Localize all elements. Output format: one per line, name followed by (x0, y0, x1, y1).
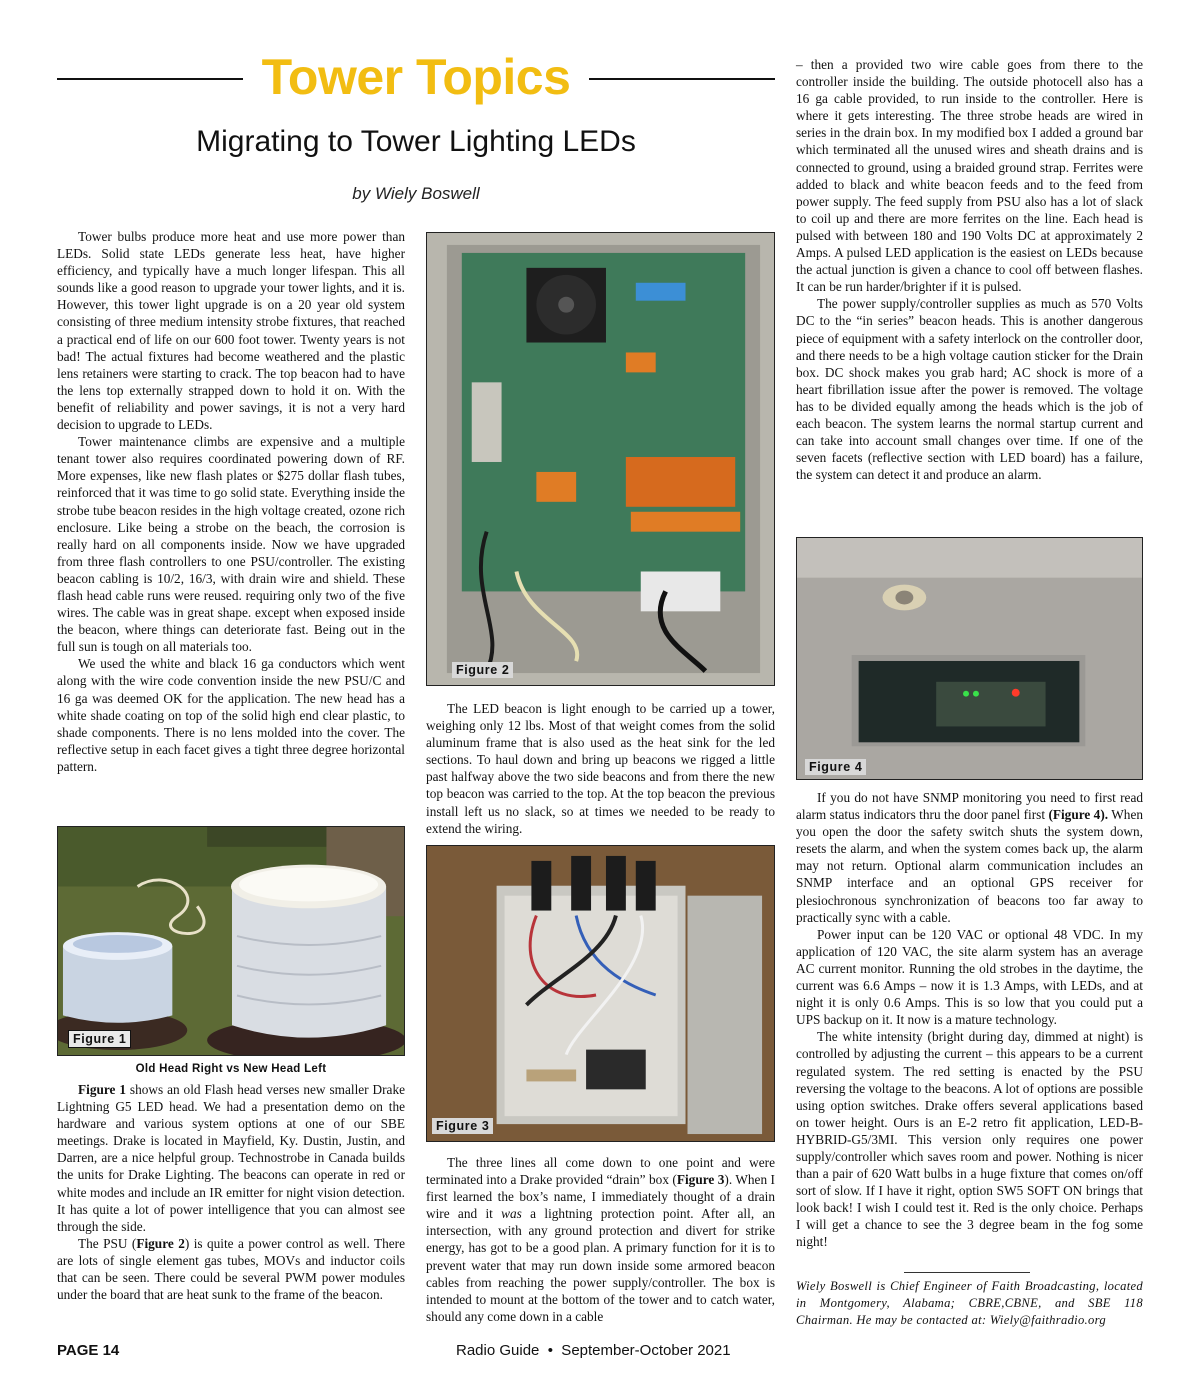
column-1-lower (57, 1081, 405, 1303)
paragraph: The LED beacon is light enough to be carried up a tower, weighing only 12 lbs. Most of that weight comes from the solid aluminum frame that is also used as the heat sink for the led sections. To haul down and bring up beacons we rigged a little past halfway above the two side beacons and from there the new top beacon was carried to the top. At the top beacon the previous install left us no slack, so at times we needed to be ready to extend the wiring. (426, 701, 775, 836)
section-title: Tower Topics (261, 49, 571, 105)
paragraph-text: The three lines all come down to one point and were terminated into a Drake provided “drain” box ( (426, 1155, 775, 1188)
figure-ref: (Figure 4). (1048, 807, 1109, 823)
paragraph (57, 1235, 405, 1303)
figure-3-label: Figure 3 (432, 1118, 493, 1134)
figure-2-photo (426, 232, 775, 686)
figure-ref: Figure 3 (676, 1172, 725, 1188)
paragraph-text: ) is quite a power control as well. There are lots of single element gas tubes, MOVs and inductor coils that can be seen. There could be several PWM power modules under the board that are heat sunk to the frame of the beacon. (57, 1235, 405, 1303)
paragraph (796, 789, 1143, 926)
paragraph (426, 1154, 775, 1325)
page-number: PAGE 14 (57, 1342, 120, 1359)
emphasis: was (501, 1206, 522, 1222)
paragraph-text: ). When I first learned the box’s name, I immediately thought of a drain wire and it (426, 1172, 775, 1222)
masthead-rule-right (589, 78, 775, 80)
paragraph: Power input can be 120 VAC or optional 48 VDC. In my application of 120 VAC, the site alarm system has an average AC current monitor. Running the old strobes in the daytime, the current was 6.6 Amps – now it is 1.3 Amps, with LEDs, and at night it is only 0.6 Amps. This is so low that you could put a UPS backup on it. It now is a mature technology. (796, 926, 1143, 1028)
figure-2-label: Figure 2 (452, 662, 513, 678)
column-2-lower (426, 1154, 775, 1325)
paragraph: Tower bulbs produce more heat and use more power than LEDs. Solid state LEDs generate less heat, have higher efficiency, and typically have a much longer lifespan. This all sounds like a good reason to upgrade your tower lights, and it is. However, this tower light upgrade is on a 20 year old system consisting of three medium intensity strobe fixtures, that reached a practical end of life on our 600 foot tower. Twenty years is not bad! The actual fixtures had become weathered and the plastic lens retainers were starting to crack. The top beacon had to have the lens top externally strapped down to hold it on. With the benefit of reliability and power savings, it is not a very hard decision to upgrade to LEDs. (57, 229, 405, 433)
paragraph: – then a provided two wire cable goes from there to the controller inside the building. The outside photocell also has a 16 ga cable provided, to run inside to the controller. Here is where it gets interesting. The three strobe heads are wired in series in the drain box. In my modified box I added a ground bar which terminated all the unused wires and sheath drains and is connected to ground, using a braided ground strap. Ferrites were added to black and white beacon feeds and to the feed from power supply. The feed supply from PSU also has a lot of slack to coil up and there are more ferrites on the line. Each head is pulsed with between 180 and 190 Volts DC at approximately 2 Amps. A pulsed LED application is the easiest on LEDs because the actual junction is given a chance to cool off between flashes. It can be run harder/brighter if it is pulsed. (796, 57, 1143, 295)
column-3-upper (796, 56, 1143, 483)
article-title: Migrating to Tower Lighting LEDs (196, 125, 636, 158)
publication-info: Radio Guide • September-October 2021 (456, 1342, 731, 1359)
paragraph: The white intensity (bright during day, dimmed at night) is controlled by adjusting the current – this appears to be a current regulated system. The red setting is enacted by the PSU reversing the voltage to the beacons. A lot of options are possible using option switches. Drake offers several applications based on tower height. Ours is an E-2 retro fit application, LED-B-HYBRID-G5/3MI. This version only requires one power supply/controller which saves room and power. Nothing is nicer than a pair of 620 Watt bulbs in a huge fixture that comes on/off sort of slow. If I have it right, option SW5 SOFT ON brings that look back! I wish I could test it. Red is the only choice. Perhaps I will get a chance to see the 3 degree beam in the fog some night! (796, 1029, 1143, 1250)
paragraph-text: If you do not have SNMP monitoring you need to first read alarm status indicators thru the door panel first (796, 790, 1143, 823)
figure-4-label: Figure 4 (805, 759, 866, 775)
column-1-upper (57, 228, 405, 775)
byline: by Wiely Boswell (352, 184, 480, 203)
figure-4-photo (796, 537, 1143, 780)
section-masthead (57, 48, 775, 108)
paragraph-text: a lightning protection point. After all, an intersection, with any ground protection and divert for strike energy, has got to be a good plan. A primary function for it is to prevent water that may run down inside some armored beacon cables from reaching the power supply/controller. The box is intended to mount at the bottom of the tower and to catch water, should any come down in a cable (426, 1206, 776, 1324)
figure-1-caption: Old Head Right vs New Head Left (135, 1063, 327, 1075)
figure-1-photo (57, 826, 405, 1056)
paragraph-text: When you open the door the safety switch shuts the system down, resets the alarm, and when the system comes back up, the alarm may not return. Optional alarm communication includes an SNMP interface and an optional GPS receiver for plesiochronous synchronization of beacons too far away to practically sync with a cable. (796, 807, 1144, 925)
column-2-middle (426, 700, 775, 837)
author-bio: Wiely Boswell is Chief Engineer of Faith Broadcasting, located in Montgomery, Alabama; CBRE,CBNE, and SBE 118 Chairman. He may be contacted at: Wiely@faithradio.org (796, 1279, 1143, 1327)
paragraph: We used the white and black 16 ga conductors which went along with the wire code convention inside the new PSU/C and 16 ga was deemed OK for the application. The new head has a white shade coating on top of the solid high end clear plastic, to shade components. There is no lens molded into the cover. The reflective setup in each facet gives a tight three degree horizontal pattern. (57, 656, 405, 774)
figure-3-photo (426, 845, 775, 1142)
column-3-lower (796, 789, 1143, 1251)
figure-1-label: Figure 1 (68, 1030, 131, 1048)
paragraph: The power supply/controller supplies as much as 570 Volts DC to the “in series” beacon heads. This is another dangerous piece of equipment with a safety interlock on the controller door, and there needs to be a high voltage caution sticker for the Drain box. DC shock makes you grab hard; AC shock is more of a heart fibrillation issue after the power is removed. The voltage has to be divided equally among the heads which is the job of each beacon. The system learns the normal startup current and can take into account small changes over time. If one of the seven facets (reflective section with LED board) has a failure, the system can detect it and produce an alarm. (796, 296, 1143, 483)
paragraph-text: The PSU ( (78, 1235, 137, 1251)
paragraph: Tower maintenance climbs are expensive and a multiple tenant tower also requires coordinated powering down of RF. More expenses, like new flash plates or $275 dollar flash tubes, reinforced that it was time to go solid state. Everything inside the strobe tube beacon resides in the high voltage created, ozone rich enclosure. Like being a strobe on the beach, the corrosion is really hard on all components inside. Now we have upgraded from three flash controllers to one PSU/controller. The existing beacon cabling is 10/2, 16/3, with drain wire and shield. These flash head cable runs were reused. requiring only two of the five wires. The cable was in great shape. except when exposed inside the beacon, where things can deteriorate fast. Being out in the full sun is tough on all materials too. (57, 434, 405, 655)
bio-divider (904, 1272, 1030, 1273)
figure-ref: Figure 1 (78, 1082, 126, 1097)
paragraph-text: shows an old Flash head verses new smaller Drake Lightning G5 LED head. We had a presentation demo on the hardware and various system options at one of our SBE meetings. Drake is located in Mayfield, Ky. Dustin, Justin, and Darren, are a nice helpful group. Technostrobe in Canada builds the units for Drake Lighting. The beacons can operate in red or white modes and include an IR emitter for night vision detection. It has quite a lot of power intelligence that you can almost see through the side. (57, 1082, 405, 1234)
figure-ref: Figure 2 (136, 1235, 185, 1251)
paragraph (57, 1081, 405, 1235)
